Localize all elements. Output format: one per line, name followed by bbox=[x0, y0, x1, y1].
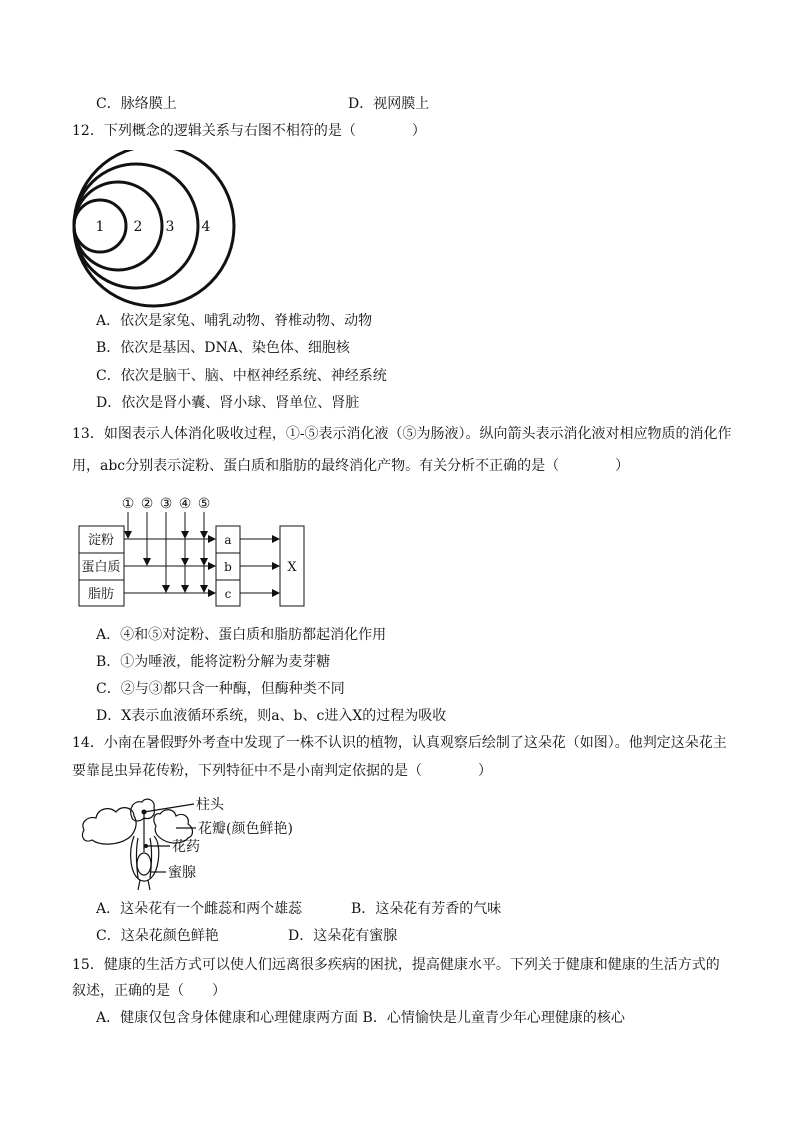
product-a: a bbox=[224, 533, 232, 547]
juice-label-1: ① bbox=[121, 496, 135, 512]
q14-stem-line1: 14．小南在暑假野外考查中发现了一株不认识的植物，认真观察后绘制了这朵花（如图）。他判定这朵花主 bbox=[72, 735, 727, 751]
substance-protein: 蛋白质 bbox=[81, 560, 121, 575]
stigma-dot bbox=[142, 810, 147, 815]
q13-option-b: B．①为唾液，能将淀粉分解为麦芽糖 bbox=[96, 654, 331, 670]
substance-fat: 脂肪 bbox=[87, 587, 115, 602]
circle-label-1: 1 bbox=[95, 219, 105, 235]
q13-option-a: A．④和⑤对淀粉、蛋白质和脂肪都起消化作用 bbox=[96, 627, 387, 643]
q14-option-c: C．这朵花颜色鲜艳 bbox=[96, 928, 219, 944]
q12-option-b: B．依次是基因、DNA、染色体、细胞核 bbox=[96, 340, 350, 356]
circle-label-2: 2 bbox=[133, 219, 143, 235]
label-anther: 花药 bbox=[172, 839, 200, 855]
q12-option-a: A．依次是家兔、哺乳动物、脊椎动物、动物 bbox=[96, 313, 373, 329]
q11-option-c: C．脉络膜上 bbox=[96, 96, 177, 112]
digestion-diagram bbox=[76, 492, 316, 612]
q15-stem-line2: 叙述，正确的是（ ） bbox=[72, 983, 226, 999]
q14-option-b: B．这朵花有芳香的气味 bbox=[351, 901, 502, 917]
nested-circles-diagram bbox=[70, 150, 245, 310]
q12-stem: 12．下列概念的逻辑关系与右图不相符的是（ ） bbox=[72, 123, 426, 139]
flower-diagram bbox=[76, 792, 316, 892]
circle-2 bbox=[74, 182, 162, 270]
anther-dot bbox=[144, 844, 148, 848]
product-c: c bbox=[224, 587, 232, 601]
q15-option-ab: A．健康仅包含身体健康和心理健康两方面 B．心情愉快是儿童青少年心理健康的核心 bbox=[96, 1010, 625, 1026]
label-petal: 花瓣(颜色鲜艳) bbox=[198, 821, 293, 837]
q15-stem-line1: 15．健康的生活方式可以使人们远离很多疾病的困扰，提高健康水平。下列关于健康和健康的生活方式的 bbox=[72, 957, 720, 973]
q14-stem-line2: 要靠昆虫异花传粉，下列特征中不是小南判定依据的是（ ） bbox=[72, 763, 492, 779]
label-nectary: 蜜腺 bbox=[168, 865, 196, 881]
circle-label-4: 4 bbox=[201, 219, 211, 235]
q12-option-d: D．依次是肾小囊、肾小球、肾单位、肾脏 bbox=[96, 395, 360, 411]
q13-option-c: C．②与③都只含一种酶，但酶种类不同 bbox=[96, 681, 345, 697]
label-stigma: 柱头 bbox=[196, 797, 224, 813]
substance-starch: 淀粉 bbox=[87, 533, 115, 548]
q14-option-a: A．这朵花有一个雌蕊和两个雄蕊 bbox=[96, 901, 303, 917]
juice-label-5: ⑤ bbox=[197, 496, 211, 512]
circle-label-3: 3 bbox=[165, 219, 175, 235]
juice-label-3: ③ bbox=[159, 496, 173, 512]
q14-option-d: D．这朵花有蜜腺 bbox=[288, 928, 398, 944]
q12-option-c: C．依次是脑干、脑、中枢神经系统、神经系统 bbox=[96, 368, 387, 384]
target-x: X bbox=[287, 560, 297, 575]
juice-label-2: ② bbox=[140, 496, 154, 512]
q11-option-d: D．视网膜上 bbox=[348, 96, 430, 112]
q13-stem-line2: 用，abc分别表示淀粉、蛋白质和脂肪的最终消化产物。有关分析不正确的是（ ） bbox=[72, 458, 630, 474]
juice-label-4: ④ bbox=[178, 496, 192, 512]
product-b: b bbox=[224, 560, 232, 574]
q13-stem-line1: 13．如图表示人体消化吸收过程，①-⑤表示消化液（⑤为肠液）。纵向箭头表示消化液对相应物质的消化作 bbox=[72, 426, 732, 442]
q13-option-d: D．X表示血液循环系统，则a、b、c进入X的过程为吸收 bbox=[96, 708, 447, 724]
